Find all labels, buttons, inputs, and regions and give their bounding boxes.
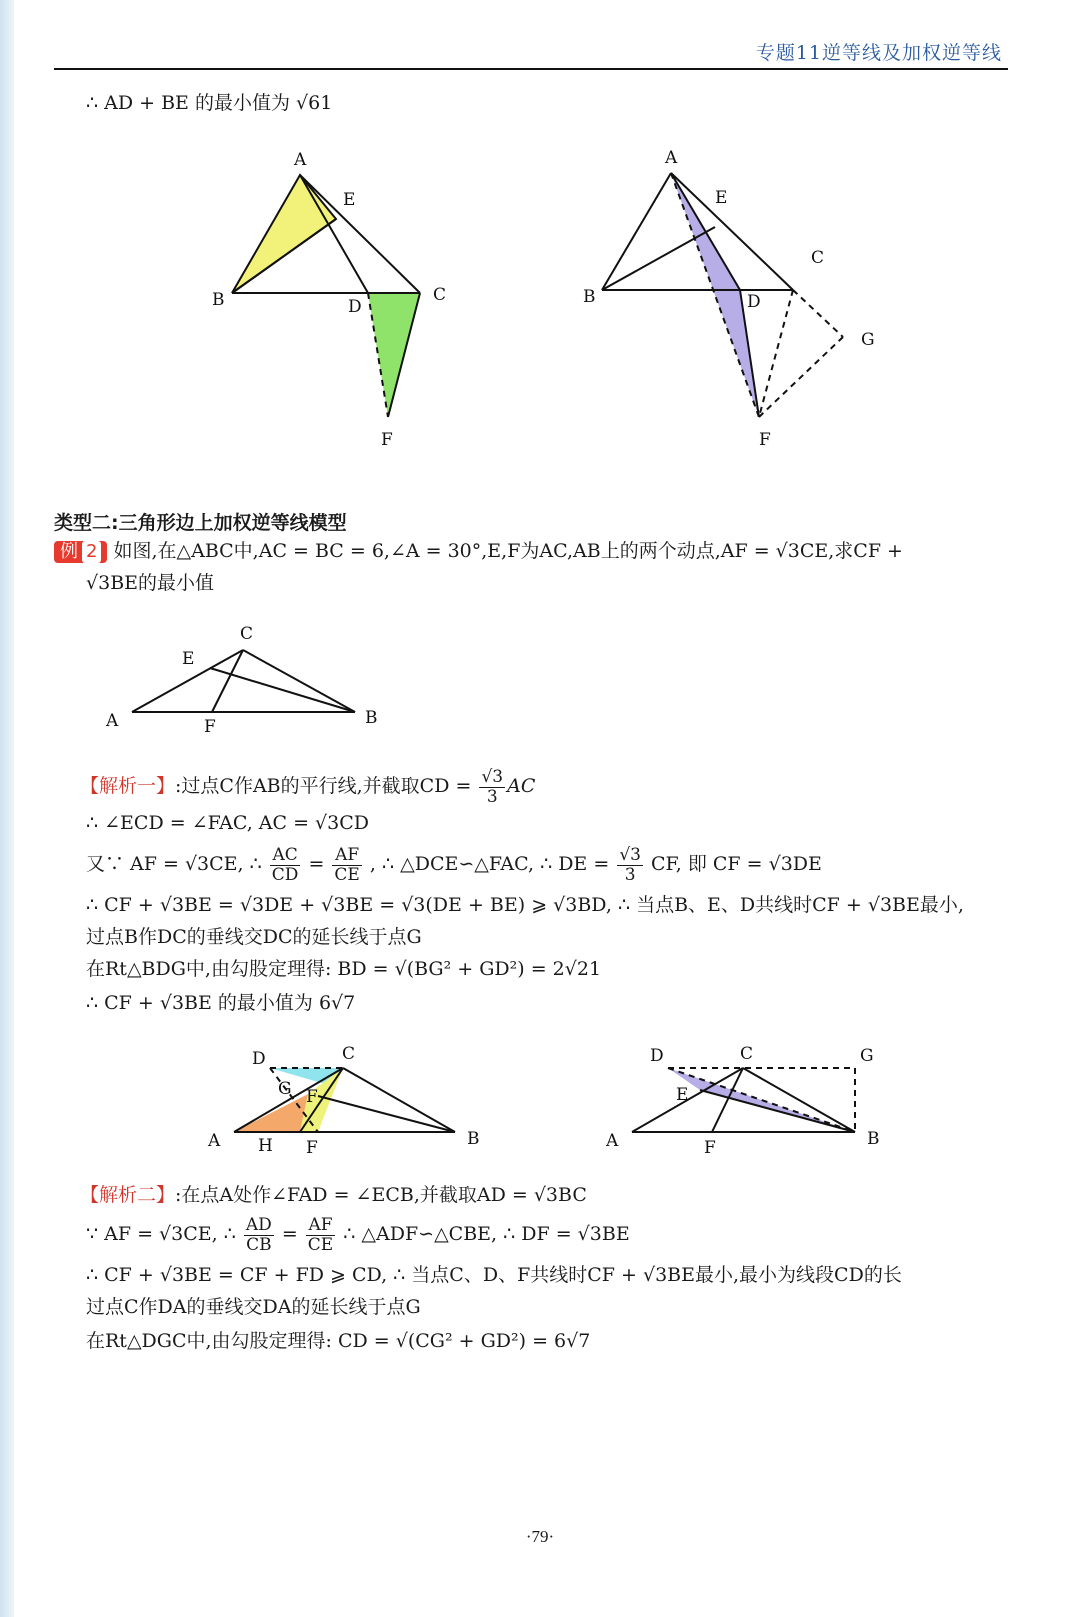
fig5-label-G: G <box>860 1046 874 1066</box>
solution2-line3: ∴ CF + √3BE = CF + FD ⩾ CD, ∴ 当点C、D、F共线时CF + √3BE最小,最小为线段CD的长 <box>86 1264 902 1286</box>
solution2-line2: ∵ AF = √3CE, ∴ $\frac{AD}{CB}$ = $\frac{AF}{CE}$ ∴ △ADF∽△CBE, ∴ DF = √3BE <box>86 1215 630 1255</box>
fig3-label-A: A <box>106 711 119 731</box>
fig2-label-D: D <box>747 292 761 312</box>
fig4-label-C: C <box>342 1044 356 1064</box>
intro-conclusion: ∴ AD + BE 的最小值为 √61 <box>86 92 333 114</box>
solution1-line7: ∴ CF + √3BE 的最小值为 6√7 <box>86 992 356 1014</box>
fig2-label-F: F <box>759 430 771 450</box>
figure-5 <box>600 1038 900 1158</box>
fig1-label-F: F <box>381 430 393 450</box>
solution1-line6: 在Rt△BDG中,由勾股定理得: BD = √(BG² + GD²) = 2√21 <box>86 958 602 980</box>
solution2-tag: 【解析二】 <box>80 1184 176 1206</box>
solution2-line4: 过点C作DA的垂线交DA的延长线于点G <box>86 1296 421 1318</box>
fig5-label-A: A <box>606 1131 619 1151</box>
chapter-header: 专题11逆等线及加权逆等线 <box>755 42 1002 64</box>
fig5-label-F: F <box>704 1138 716 1158</box>
fig2-label-B: B <box>583 287 596 307</box>
fig5-label-D: D <box>650 1046 664 1066</box>
fig4-label-H: H <box>258 1136 273 1156</box>
example-problem-line1: 例 2 如图,在△ABC中,AC = BC = 6,∠A = 30°,E,F为AC,AB上的两个动点,AF = √3CE,求CF + <box>54 540 903 563</box>
section-title: 类型二:三角形边上加权逆等线模型 <box>54 512 347 534</box>
figure-3 <box>100 620 400 740</box>
solution1-tag: 【解析一】 <box>80 775 176 798</box>
fig1-label-A: A <box>294 150 307 170</box>
fig4-label-G: G <box>278 1079 292 1099</box>
example-problem-line2: √3BE的最小值 <box>86 572 215 594</box>
figure-2 <box>575 145 895 455</box>
fig1-label-B: B <box>212 290 225 310</box>
fig4-label-F-upper: F <box>306 1087 318 1107</box>
solution1-line3: 又∵ AF = √3CE, ∴ $\frac{AC}{CD}$ = $\frac{AF}{CE}$ , ∴ △DCE∽△FAC, ∴ DE = $\frac{√3}{3}$ CF, 即 CF = √3DE <box>86 845 822 885</box>
fig4-label-B: B <box>467 1129 480 1149</box>
fig3-label-B: B <box>365 708 378 728</box>
fig2-label-A: A <box>665 148 678 168</box>
fig1-label-E: E <box>343 190 356 210</box>
figure-1 <box>200 145 470 455</box>
solution2-line5: 在Rt△DGC中,由勾股定理得: CD = √(CG² + GD²) = 6√7 <box>86 1330 591 1352</box>
fig3-label-F: F <box>204 717 216 737</box>
solution1-line4: ∴ CF + √3BE = √3DE + √3BE = √3(DE + BE) ⩾ √3BD, ∴ 当点B、E、D共线时CF + √3BE最小, <box>86 894 964 916</box>
fig4-label-F: F <box>306 1138 318 1158</box>
fig1-label-C: C <box>433 285 447 305</box>
fig2-label-E: E <box>715 188 728 208</box>
header-rule <box>54 68 1008 70</box>
fig1-label-D: D <box>348 297 362 317</box>
solution1-line1: 【解析一】:过点C作AB的平行线,并截取CD = $\frac{√3}{3}$ AC <box>80 767 536 807</box>
solution2-line1: 【解析二】:在点A处作∠FAD = ∠ECB,并截取AD = √3BC <box>80 1184 587 1206</box>
page-number: ·79· <box>525 1527 555 1546</box>
fig5-label-B: B <box>867 1129 880 1149</box>
fig2-label-G: G <box>861 330 875 350</box>
fig3-label-E: E <box>182 649 195 669</box>
fig1-green-triangle <box>368 293 420 417</box>
fig3-label-C: C <box>240 624 254 644</box>
fig2-label-C: C <box>811 248 825 268</box>
fig1-yellow-triangle <box>232 175 336 293</box>
solution1-line5: 过点B作DC的垂线交DC的延长线于点G <box>86 926 422 948</box>
example-badge: 例 2 <box>54 541 107 563</box>
fig5-label-C: C <box>740 1044 754 1064</box>
figure-4 <box>200 1038 500 1158</box>
page-edge-shadow <box>0 0 14 1617</box>
fig5-label-E: E <box>676 1085 689 1105</box>
solution1-line2: ∴ ∠ECD = ∠FAC, AC = √3CD <box>86 812 370 834</box>
fig4-label-D: D <box>252 1049 266 1069</box>
fig4-label-A: A <box>208 1131 221 1151</box>
